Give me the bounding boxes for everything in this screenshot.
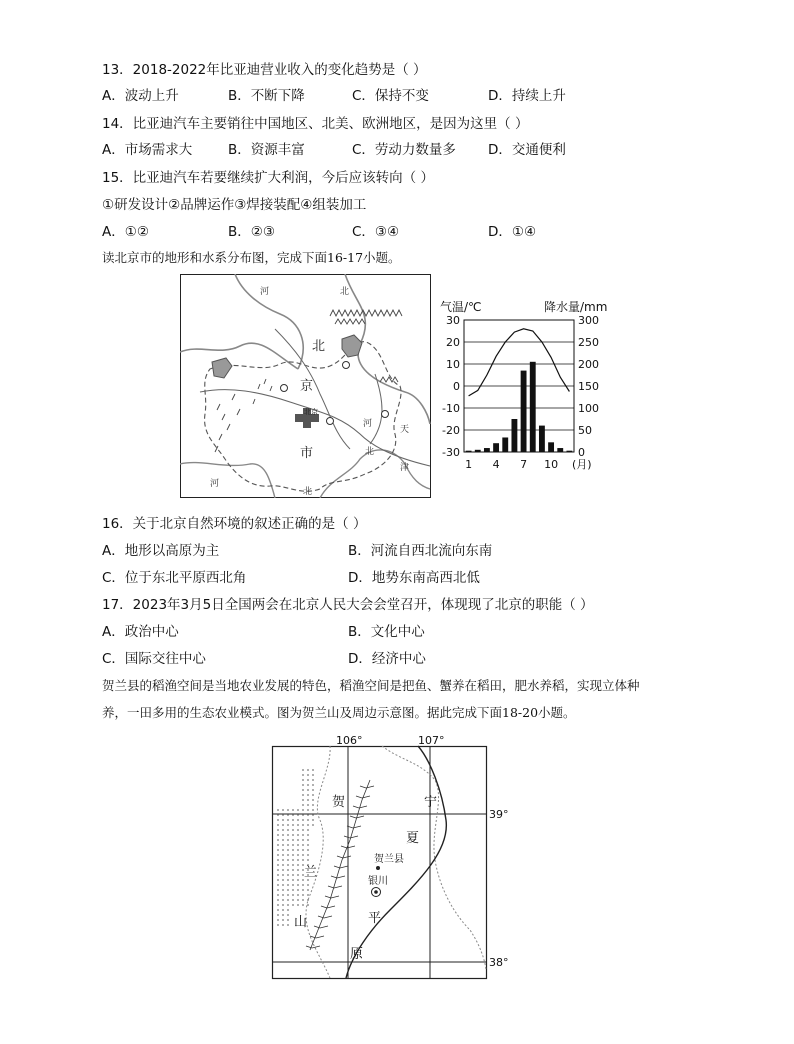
precip-bar-month-5 (502, 437, 508, 452)
precip-tick-label: 150 (578, 380, 599, 393)
map-label-beijing-city: 北京 (304, 408, 318, 416)
beijing-terrain-river-map (180, 274, 431, 498)
map-label-jin: 津 (400, 463, 410, 473)
label-ning: 宁 (424, 795, 438, 810)
label-shan: 山 (294, 915, 308, 930)
precip-bar-month-10 (548, 442, 554, 452)
q13-option-d[interactable]: D．持续上升 (488, 88, 566, 104)
q15-option-c[interactable]: C．③④ (352, 224, 400, 240)
intro-18-20-line1: 贺兰县的稻渔空间是当地农业发展的特色，稻渔空间是把鱼、蟹养在稻田，肥水养稻，实现立体种 (102, 678, 640, 693)
beijing-climate-chart (434, 294, 618, 478)
label-he: 贺 (332, 795, 346, 810)
x-tick-label: 4 (492, 458, 500, 471)
precip-bar-month-4 (493, 443, 499, 452)
question-15-stem: 15．比亚迪汽车若要继续扩大利润，今后应该转向（ ） (102, 170, 434, 186)
precip-bar-month-9 (539, 426, 545, 452)
label-yinchuan: 银川 (368, 876, 388, 887)
x-tick-label: 7 (520, 458, 528, 471)
x-tick-label: 10 (544, 458, 559, 471)
question-13-stem: 13．2018-2022年比亚迪营业收入的变化趋势是（ ） (102, 62, 427, 78)
temp-tick-label: -10 (442, 402, 460, 415)
map-label-shi: 市 (300, 446, 314, 461)
precip-bar-month-8 (530, 362, 536, 452)
helan-county-dot (376, 866, 380, 870)
helan-mountain-map (270, 730, 510, 984)
label-helan-county: 贺兰县 (374, 854, 404, 865)
question-16-stem: 16．关于北京自然环境的叙述正确的是（ ） (102, 516, 367, 532)
q14-option-c[interactable]: C．劳动力数量多 (352, 142, 456, 158)
q13-option-b[interactable]: B．不断下降 (228, 88, 305, 104)
q14-option-b[interactable]: B．资源丰富 (228, 142, 305, 158)
q13-option-a[interactable]: A．波动上升 (102, 88, 179, 104)
label-ping: 平 (368, 911, 382, 926)
q16-option-d[interactable]: D．地势东南高西北低 (348, 570, 480, 586)
q16-option-b[interactable]: B．河流自西北流向东南 (348, 543, 493, 559)
precip-bar-month-11 (557, 448, 563, 452)
map-label-bei3: 北 (303, 487, 313, 497)
map-label-tian: 天 (400, 425, 410, 435)
precip-tick-label: 50 (578, 424, 592, 437)
precip-tick-label: 100 (578, 402, 599, 415)
lat-label-38: 38° (489, 956, 509, 969)
precipitation-axis-label: 降水量/mm (544, 300, 608, 314)
map-label-bei-big: 北 (312, 339, 326, 354)
map-label-he2: 河 (363, 419, 373, 429)
map-label-bei2: 北 (365, 447, 375, 457)
intro-16-17: 读北京市的地形和水系分布图，完成下面16-17小题。 (102, 250, 401, 265)
lon-label-107: 107° (418, 734, 445, 747)
temp-tick-label: 30 (446, 314, 460, 327)
precip-bar-month-3 (484, 448, 490, 452)
x-tick-label: 1 (465, 458, 473, 471)
q17-option-d[interactable]: D．经济中心 (348, 651, 426, 667)
precip-bar-month-1 (466, 451, 472, 452)
q15-option-a[interactable]: A．①② (102, 224, 149, 240)
temp-tick-label: 0 (453, 380, 460, 393)
map-label-jing: 京 (300, 379, 314, 394)
q15-option-d[interactable]: D．①④ (488, 224, 537, 240)
map-label-he3: 河 (210, 479, 220, 489)
map-label-he1: 河 (260, 287, 270, 297)
precip-bar-month-6 (511, 419, 517, 452)
question-17-stem: 17．2023年3月5日全国两会在北京人民大会会堂召开，体现现了北京的职能（ ） (102, 597, 594, 613)
label-yuan: 原 (350, 947, 364, 962)
temp-tick-label: 20 (446, 336, 460, 349)
q17-option-c[interactable]: C．国际交往中心 (102, 651, 206, 667)
q14-option-a[interactable]: A．市场需求大 (102, 142, 193, 158)
precip-tick-label: 250 (578, 336, 599, 349)
temp-tick-label: -20 (442, 424, 460, 437)
map-label-bei1: 北 (340, 287, 350, 297)
q15-option-b[interactable]: B．②③ (228, 224, 275, 240)
label-lan: 兰 (304, 865, 318, 880)
precip-tick-label: 200 (578, 358, 599, 371)
question-14-stem: 14．比亚迪汽车主要销往中国地区、北美、欧洲地区，是因为这里（ ） (102, 116, 529, 132)
x-axis-label: (月) (572, 458, 592, 471)
question-15-choices-list: ①研发设计②品牌运作③焊接装配④组装加工 (102, 197, 367, 213)
precip-bar-month-7 (521, 371, 527, 452)
lat-label-39: 39° (489, 808, 509, 821)
label-xia: 夏 (406, 831, 420, 846)
q17-option-b[interactable]: B．文化中心 (348, 624, 425, 640)
precip-tick-label: 0 (578, 446, 585, 459)
q16-option-a[interactable]: A．地形以高原为主 (102, 543, 220, 559)
q14-option-d[interactable]: D．交通便利 (488, 142, 566, 158)
temp-tick-label: -30 (442, 446, 460, 459)
precip-bar-month-12 (566, 451, 572, 452)
precip-tick-label: 300 (578, 314, 599, 327)
temperature-axis-label: 气温/℃ (440, 300, 482, 314)
q13-option-c[interactable]: C．保持不变 (352, 88, 429, 104)
lon-label-106: 106° (336, 734, 363, 747)
precip-bar-month-2 (475, 450, 481, 452)
q16-option-c[interactable]: C．位于东北平原西北角 (102, 570, 247, 586)
temp-tick-label: 10 (446, 358, 460, 371)
q17-option-a[interactable]: A．政治中心 (102, 624, 179, 640)
intro-18-20-line2: 养，一田多用的生态农业模式。图为贺兰山及周边示意图。据此完成下面18-20小题。 (102, 705, 576, 720)
